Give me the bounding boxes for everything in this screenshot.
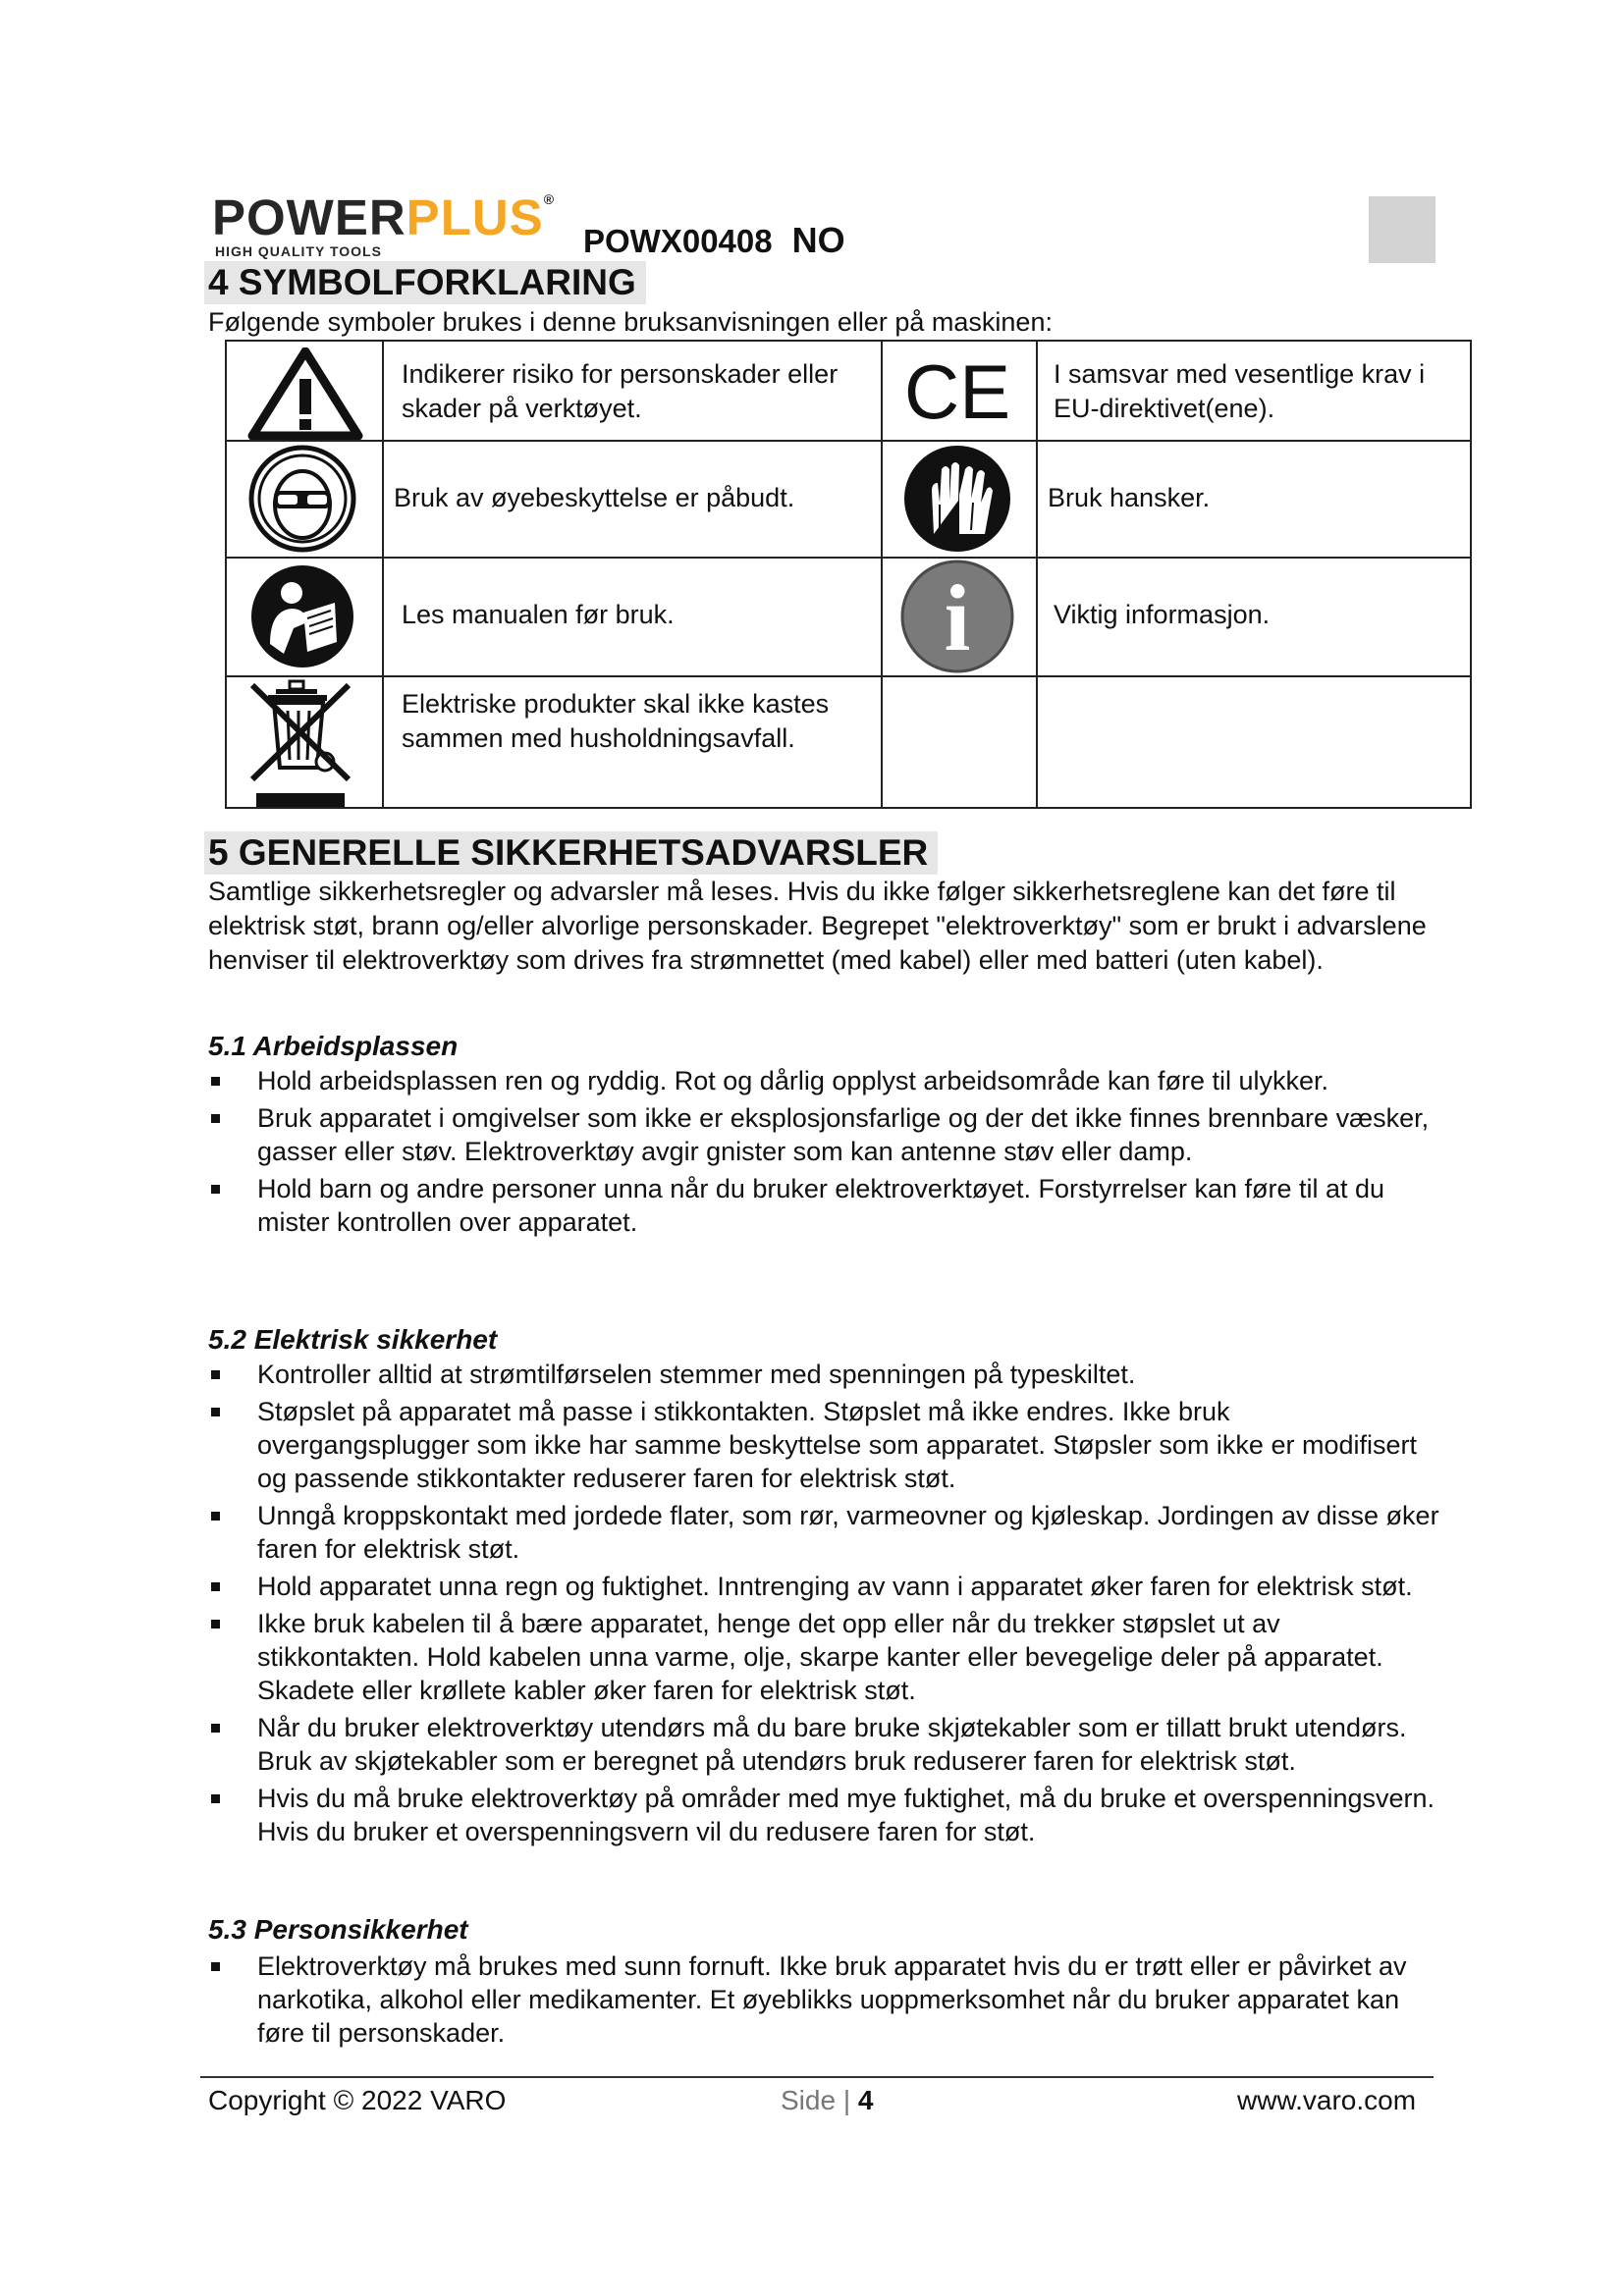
svg-text:i: i	[944, 565, 971, 670]
footer-website: www.varo.com	[1237, 2085, 1417, 2115]
svg-text:CE: CE	[903, 349, 1011, 434]
list-item: Unngå kroppskontakt med jordede flater, som rør, varmeovner og kjøleskap. Jordingen av disse øker faren for elektrisk støt.	[257, 1501, 1439, 1564]
subsection-5-2-list	[208, 1358, 1447, 1852]
list-item: Støpslet på apparatet må passe i stikkontakten. Støpslet må ikke endres. Ikke bruk overgangsplugger som ikke har samme beskyttelse som apparatet. Støpsler som ikke er modifisert og passende stikkontakter reduserer faren for elektrisk støt.	[257, 1397, 1417, 1493]
list-item: Kontroller alltid at strømtilførselen stemmer med spenningen på typeskiltet.	[257, 1360, 1136, 1389]
info-icon	[898, 560, 1016, 673]
ce-mark-icon	[894, 349, 1020, 434]
symbol-desc-eye: Bruk av øyebeskyttelse er påbudt.	[394, 483, 795, 512]
model-number: POWX00408 NO	[583, 220, 845, 260]
footer-page: Side | 4	[781, 2085, 874, 2115]
symbol-desc-gloves: Bruk hansker.	[1048, 483, 1211, 512]
section-4-intro: Følgende symboler brukes i denne bruksanvisningen eller på maskinen:	[208, 307, 1053, 337]
subsection-5-3-list	[208, 1949, 1447, 2054]
symbol-desc-info: Viktig informasjon.	[1054, 600, 1271, 629]
section-5-intro: Samtlige sikkerhetsregler og advarsler må leses. Hvis du ikke følger sikkerhetsreglene kan det føre til elektrisk støt, brann og/eller alvorlige personskader. Begrepet "elektroverktøy" som er brukt i advarslene henviser til elektroverktøy som drives fra strømnettet (med kabel) eller med batteri (uten kabel).	[208, 877, 1427, 975]
list-item: Bruk apparatet i omgivelser som ikke er eksplosjonsfarlige og der det ikke finnes brennbare væsker, gasser eller støv. Elektroverktøy avgir gnister som kan antenne støv eller damp.	[257, 1103, 1430, 1166]
list-item: Når du bruker elektroverktøy utendørs må du bare bruke skjøtekabler som er tillatt brukt utendørs. Bruk av skjøtekabler som er beregnet på utendørs bruk reduserer faren for elektrisk støt.	[257, 1713, 1407, 1776]
page-number: 4	[857, 2085, 874, 2115]
symbol-table	[225, 340, 1472, 809]
footer-divider	[200, 2076, 1434, 2078]
language-code: NO	[791, 220, 845, 260]
symbol-desc-manual: Les manualen før bruk.	[402, 600, 675, 629]
list-item: Hold arbeidsplassen ren og ryddig. Rot og dårlig opplyst arbeidsområde kan føre til ulykker.	[257, 1066, 1329, 1095]
symbol-desc-ce: I samsvar med vesentlige krav i EU-direktivet(ene).	[1054, 359, 1426, 423]
logo-tagline: HIGH QUALITY TOOLS	[215, 243, 382, 259]
list-item: Hvis du må bruke elektroverktøy på områder med mye fuktighet, må du bruke et overspenningsvern. Hvis du bruker et overspenningsvern vil du redusere faren for støt.	[257, 1784, 1435, 1846]
weee-bin-icon	[246, 677, 364, 807]
section-5-heading: 5 GENERELLE SIKKERHETSADVARSLER	[204, 831, 938, 875]
footer-copyright: Copyright © 2022 VARO	[208, 2085, 507, 2115]
list-item: Hold barn og andre personer unna når du bruker elektroverktøyet. Forstyrrelser kan føre til at du mister kontrollen over apparatet.	[257, 1174, 1385, 1237]
subsection-5-1-heading: 5.1 Arbeidsplassen	[208, 1031, 459, 1061]
warning-triangle-icon	[246, 347, 364, 440]
list-item: Elektroverktøy må brukes med sunn fornuft. Ikke bruk apparatet hvis du er trøtt eller er påvirket av narkotika, alkohol eller medikamenter. Et øyeblikks uoppmerksomhet når du bruker apparatet kan føre til personskader.	[257, 1951, 1407, 2048]
list-item: Ikke bruk kabelen til å bære apparatet, henge det opp eller når du trekker støpslet ut av stikkontakten. Hold kabelen unna varme, olje, skarpe kanter eller bevegelige deler på apparatet. Skadete eller krøllete kabler øker faren for elektrisk støt.	[257, 1609, 1383, 1705]
language-tab	[1369, 196, 1435, 263]
symbol-desc-warning: Indikerer risiko for personskader eller skader på verktøyet.	[402, 359, 839, 423]
subsection-5-3-heading: 5.3 Personsikkerhet	[208, 1914, 468, 1945]
gloves-icon	[896, 444, 1018, 554]
logo-wordmark: POWERPLUS®	[212, 189, 556, 245]
eye-protection-icon	[239, 444, 366, 554]
section-4-heading: 4 SYMBOLFORKLARING	[204, 261, 646, 304]
brand-logo	[212, 189, 562, 261]
symbol-desc-weee: Elektriske produkter skal ikke kastes sammen med husholdningsavfall.	[402, 689, 830, 753]
subsection-5-1-list	[208, 1064, 1447, 1243]
subsection-5-2-heading: 5.2 Elektrisk sikkerhet	[208, 1324, 498, 1355]
list-item: Hold apparatet unna regn og fuktighet. Inntrenging av vann i apparatet øker faren for elektrisk støt.	[257, 1572, 1413, 1601]
read-manual-icon	[248, 563, 356, 669]
